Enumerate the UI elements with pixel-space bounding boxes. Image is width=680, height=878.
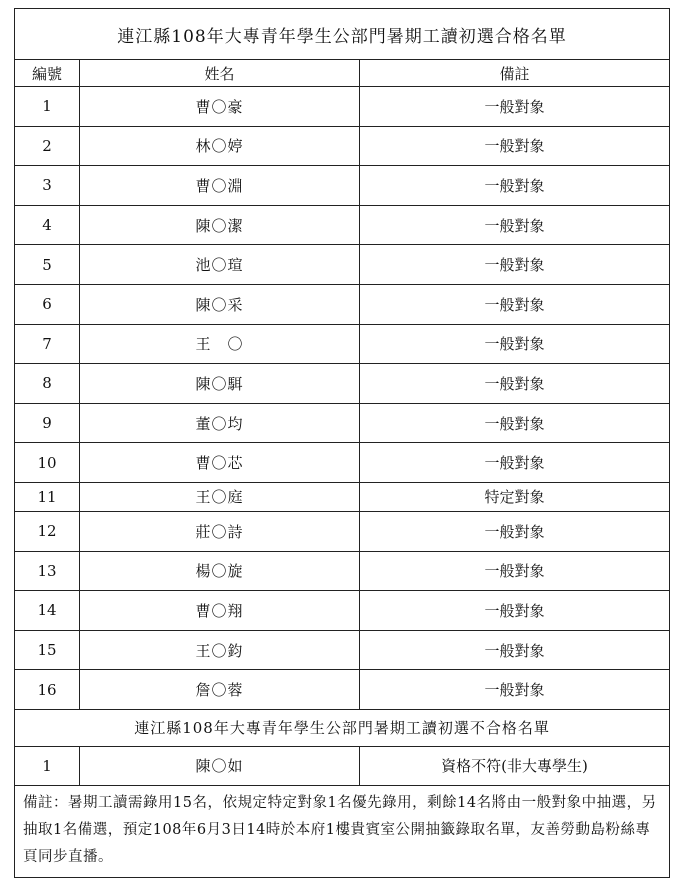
table-row <box>15 284 670 324</box>
row-name: 陳〇如 <box>80 746 360 785</box>
table-row <box>15 551 670 591</box>
row-name: 陳〇采 <box>80 284 360 324</box>
row-number: 13 <box>15 551 80 591</box>
table-row <box>15 591 670 631</box>
row-name: 曹〇淵 <box>80 166 360 206</box>
row-note: 資格不符(非大專學生) <box>360 746 670 785</box>
table-row <box>15 403 670 443</box>
row-number: 5 <box>15 245 80 285</box>
row-note: 一般對象 <box>360 324 670 364</box>
unqualified-list-title: 連江縣108年大專青年學生公部門暑期工讀初選不合格名單 <box>15 709 670 746</box>
row-name: 董〇均 <box>80 403 360 443</box>
row-number: 16 <box>15 670 80 710</box>
row-note: 一般對象 <box>360 284 670 324</box>
row-name: 莊〇詩 <box>80 511 360 551</box>
table-row <box>15 126 670 166</box>
row-number: 6 <box>15 284 80 324</box>
table-row <box>15 364 670 404</box>
table-row <box>15 482 670 511</box>
row-note: 一般對象 <box>360 443 670 483</box>
table-row <box>15 324 670 364</box>
row-name: 林〇婷 <box>80 126 360 166</box>
table-row <box>15 245 670 285</box>
table-row <box>15 166 670 206</box>
row-number: 3 <box>15 166 80 206</box>
document-page <box>14 8 669 878</box>
row-note: 一般對象 <box>360 245 670 285</box>
row-note: 一般對象 <box>360 126 670 166</box>
table-header <box>15 60 670 87</box>
row-number: 1 <box>15 746 80 785</box>
table-row <box>15 511 670 551</box>
row-note: 一般對象 <box>360 511 670 551</box>
row-number: 8 <box>15 364 80 404</box>
row-name: 陳〇潔 <box>80 205 360 245</box>
remark-text: 備註：暑期工讀需錄用15名，依規定特定對象1名優先錄用，剩餘14名將由一般對象中抽選，另抽取1名備選，預定108年6月3日14時於本府1樓貴賓室公開抽籤錄取名單，友善勞動島粉絲專頁同步直播。 <box>15 785 670 877</box>
row-name: 詹〇蓉 <box>80 670 360 710</box>
row-note: 一般對象 <box>360 630 670 670</box>
row-note: 一般對象 <box>360 670 670 710</box>
row-note: 一般對象 <box>360 591 670 631</box>
row-number: 14 <box>15 591 80 631</box>
row-name: 陳〇駬 <box>80 364 360 404</box>
row-number: 2 <box>15 126 80 166</box>
column-header-note: 備註 <box>360 60 670 87</box>
table-row <box>15 630 670 670</box>
row-number: 4 <box>15 205 80 245</box>
row-name: 曹〇翔 <box>80 591 360 631</box>
row-note: 一般對象 <box>360 364 670 404</box>
column-header-number: 編號 <box>15 60 80 87</box>
qualified-list-table <box>14 8 670 878</box>
table-row <box>15 670 670 710</box>
row-number: 11 <box>15 482 80 511</box>
row-name: 王〇庭 <box>80 482 360 511</box>
row-number: 7 <box>15 324 80 364</box>
row-number: 9 <box>15 403 80 443</box>
row-note: 一般對象 <box>360 205 670 245</box>
table-row <box>15 87 670 127</box>
row-name: 曹〇芯 <box>80 443 360 483</box>
row-name: 王 〇 <box>80 324 360 364</box>
row-number: 1 <box>15 87 80 127</box>
row-number: 12 <box>15 511 80 551</box>
column-header-name: 姓名 <box>80 60 360 87</box>
row-note: 一般對象 <box>360 166 670 206</box>
row-number: 15 <box>15 630 80 670</box>
row-name: 曹〇豪 <box>80 87 360 127</box>
row-note: 一般對象 <box>360 87 670 127</box>
row-note: 一般對象 <box>360 403 670 443</box>
row-number: 10 <box>15 443 80 483</box>
row-note: 一般對象 <box>360 551 670 591</box>
row-name: 楊〇旋 <box>80 551 360 591</box>
row-name: 池〇瑄 <box>80 245 360 285</box>
row-note: 特定對象 <box>360 482 670 511</box>
table-row <box>15 443 670 483</box>
table-row <box>15 205 670 245</box>
row-name: 王〇鈞 <box>80 630 360 670</box>
unqualified-row <box>15 746 670 785</box>
list-title: 連江縣108年大專青年學生公部門暑期工讀初選合格名單 <box>15 9 670 60</box>
